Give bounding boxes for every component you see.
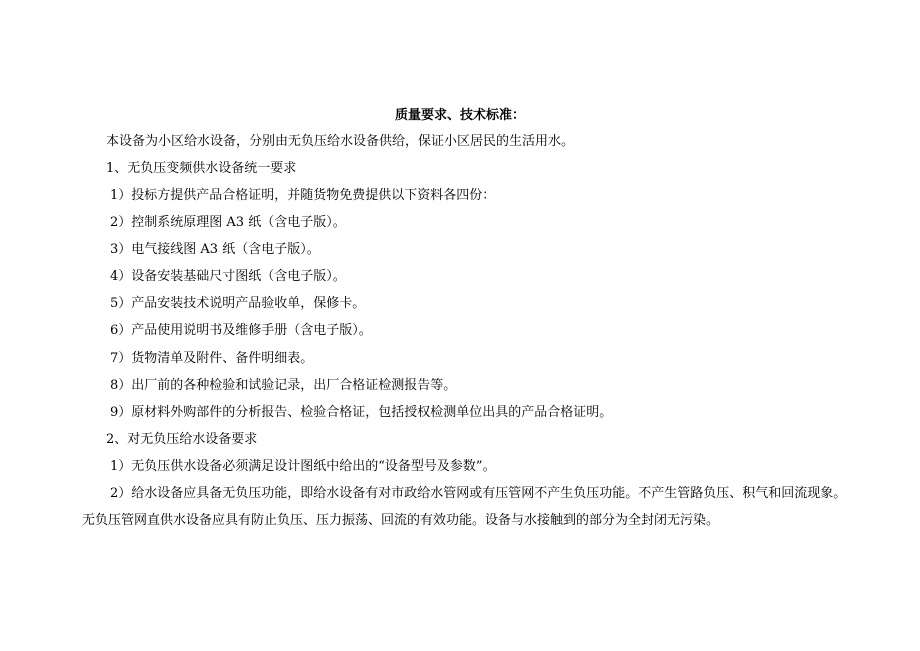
section-1-item-7: 7）货物清单及附件、备件明细表。 — [110, 351, 314, 366]
section-1-item-3: 3）电气接线图 A3 纸（含电子版）。 — [110, 242, 320, 257]
section-1-item-8: 8）出厂前的各种检验和试验记录，出厂合格证检测报告等。 — [110, 378, 457, 393]
section-1-item-4: 4）设备安装基础尺寸图纸（含电子版）。 — [110, 269, 346, 284]
section-1-item-6: 6）产品使用说明书及维修手册（含电子版）。 — [110, 323, 372, 338]
section-2-item-1: 1）无负压供水设备必须满足设计图纸中给出的“设备型号及参数”。 — [110, 459, 496, 474]
section-2-item-2: 2）给水设备应具备无负压功能，即给水设备有对市政给水管网或有压管网不产生负压功能。不产生管路负压、积气和回流现象。 — [110, 486, 847, 501]
section-1-heading: 1、无负压变频供水设备统一要求 — [106, 161, 297, 176]
section-2-item-2-continuation: 无负压管网直供水设备应具有防止负压、压力振荡、回流的有效功能。设备与水接触到的部分为全封闭无污染。 — [82, 513, 720, 528]
section-2-heading: 2、对无负压给水设备要求 — [106, 432, 258, 447]
section-1-item-9: 9）原材料外购部件的分析报告、检验合格证，包括授权检测单位出具的产品合格证明。 — [110, 405, 613, 420]
intro-paragraph: 本设备为小区给水设备，分别由无负压给水设备供给，保证小区居民的生活用水。 — [106, 134, 575, 149]
section-1-item-2: 2）控制系统原理图 A3 纸（含电子版）。 — [110, 215, 346, 230]
section-1-item-5: 5）产品安装技术说明产品验收单，保修卡。 — [110, 296, 366, 311]
document-title: 质量要求、技术标准： — [394, 108, 525, 123]
section-1-item-1: 1）投标方提供产品合格证明，并随货物免费提供以下资料各四份： — [110, 188, 496, 203]
